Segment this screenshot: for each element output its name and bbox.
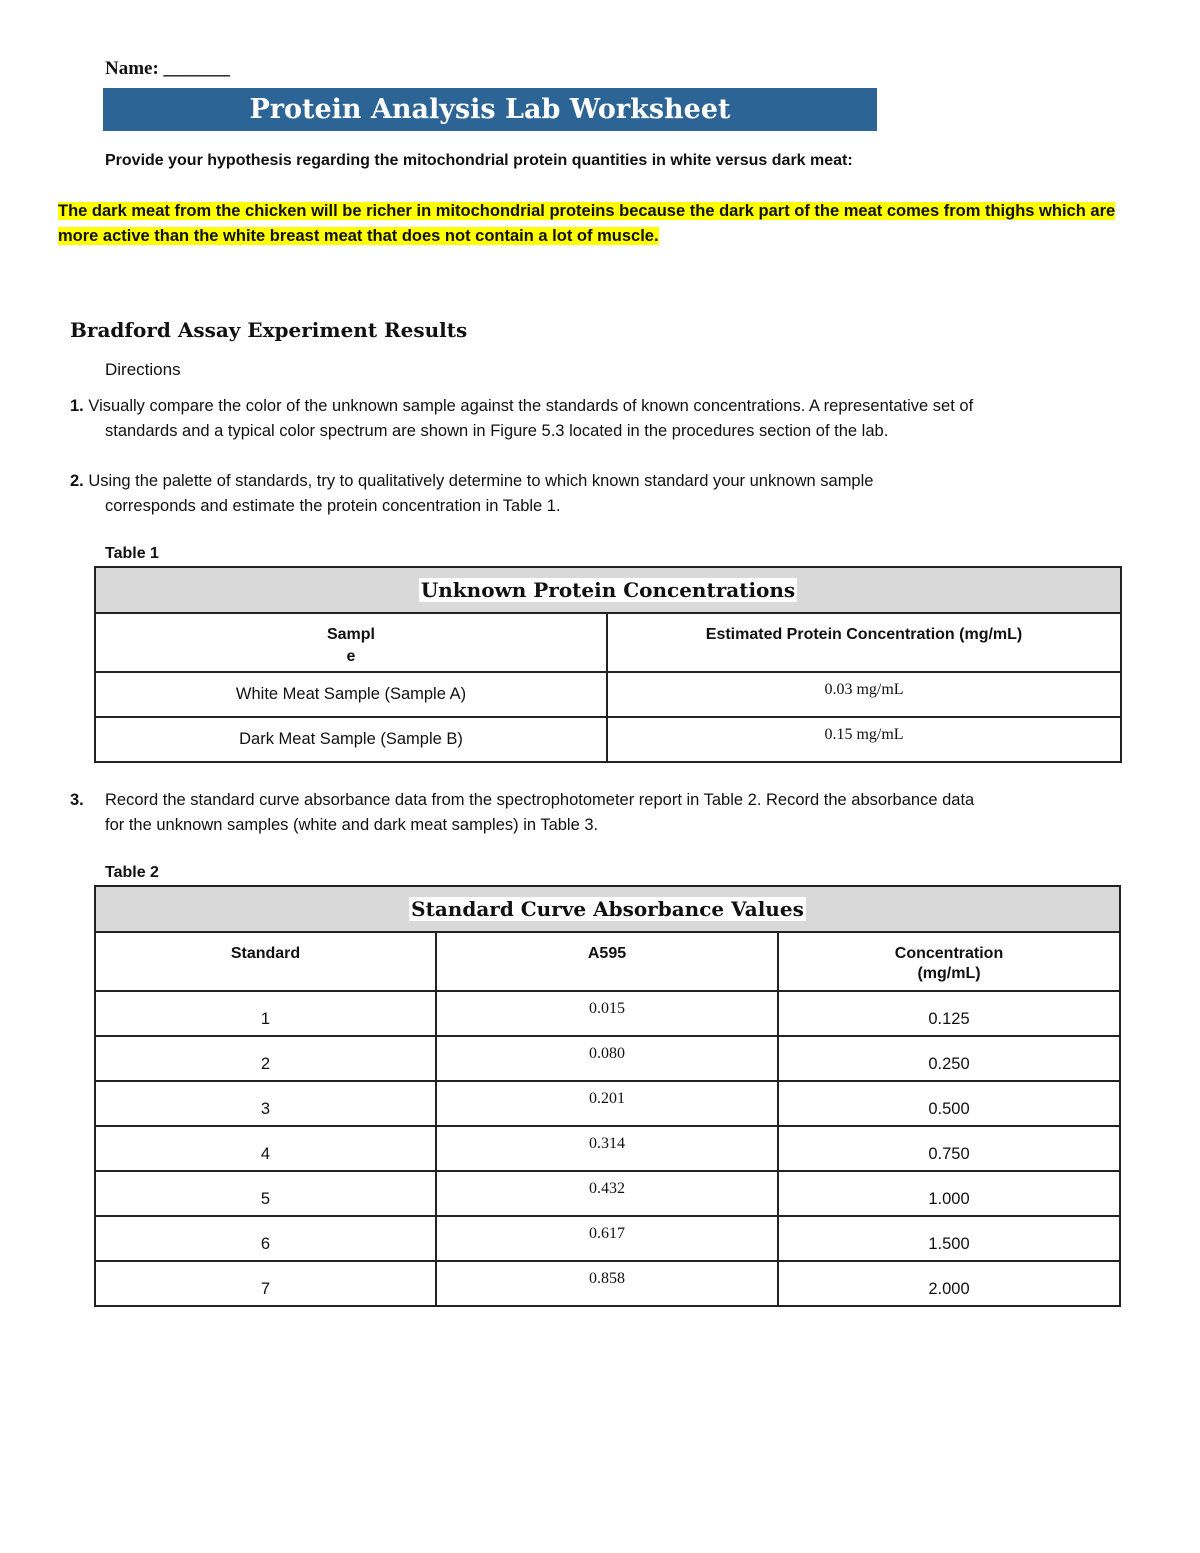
table-row: [95, 1216, 1120, 1261]
concentration-cell: 1.500: [778, 1216, 1120, 1261]
a595-input[interactable]: 0.432: [436, 1171, 778, 1216]
step-1-text: Visually compare the color of the unknown sample against the standards of known concentrations. A representative set of: [88, 397, 974, 415]
table-2-title: Standard Curve Absorbance Values: [95, 886, 1120, 932]
step-1-number: 1.: [70, 397, 84, 415]
table-row: [95, 672, 1121, 717]
worksheet-title-banner: Protein Analysis Lab Worksheet: [103, 88, 877, 131]
table-unknown-protein-concentrations: [94, 566, 1122, 763]
concentration-cell: 2.000: [778, 1261, 1120, 1306]
table-2-header-concentration: Concentration (mg/mL): [778, 932, 1120, 991]
a595-input[interactable]: 0.314: [436, 1126, 778, 1171]
section-title: Bradford Assay Experiment Results: [70, 318, 468, 342]
standard-cell: 6: [95, 1216, 436, 1261]
table-row: [95, 1081, 1120, 1126]
table-row: [95, 717, 1121, 762]
standard-cell: 1: [95, 991, 436, 1036]
a595-input[interactable]: 0.617: [436, 1216, 778, 1261]
hypothesis-answer-text: The dark meat from the chicken will be richer in mitochondrial proteins because the dark part of the meat comes from thighs which are more active than the white breast meat that does not contain a lot of muscle.: [58, 202, 1116, 245]
table-row: [95, 1171, 1120, 1216]
table-row: [95, 991, 1120, 1036]
table-1-header-sample: Sampl e: [95, 613, 607, 672]
concentration-cell: 1.000: [778, 1171, 1120, 1216]
step-3-number: 3.: [70, 791, 84, 809]
a595-input[interactable]: 0.858: [436, 1261, 778, 1306]
sample-cell: White Meat Sample (Sample A): [95, 672, 607, 717]
table-1-header-concentration: Estimated Protein Concentration (mg/mL): [607, 613, 1121, 672]
concentration-cell: 0.750: [778, 1126, 1120, 1171]
concentration-cell: 0.500: [778, 1081, 1120, 1126]
step-1-continuation: standards and a typical color spectrum are shown in Figure 5.3 located in the procedures section of the lab.: [105, 422, 889, 440]
concentration-input[interactable]: 0.03 mg/mL: [607, 672, 1121, 717]
step-2-number: 2.: [70, 472, 84, 490]
direction-step-2: [70, 469, 1140, 519]
table-2-header-standard: Standard: [95, 932, 436, 991]
standard-cell: 2: [95, 1036, 436, 1081]
a595-input[interactable]: 0.015: [436, 991, 778, 1036]
concentration-cell: 0.125: [778, 991, 1120, 1036]
standard-cell: 4: [95, 1126, 436, 1171]
step-3-continuation: for the unknown samples (white and dark meat samples) in Table 3.: [105, 816, 599, 834]
a595-input[interactable]: 0.201: [436, 1081, 778, 1126]
standard-cell: 3: [95, 1081, 436, 1126]
hypothesis-prompt: Provide your hypothesis regarding the mitochondrial protein quantities in white versus dark meat:: [105, 152, 853, 169]
table-row: [95, 1036, 1120, 1081]
standard-cell: 7: [95, 1261, 436, 1306]
step-3-text: Record the standard curve absorbance data from the spectrophotometer report in Table 2. Record the absorbance data: [105, 791, 975, 809]
name-field-label: Name: _______: [105, 58, 231, 79]
table-row: [95, 1261, 1120, 1306]
table-2-label: Table 2: [105, 864, 159, 881]
table-row: [95, 1126, 1120, 1171]
table-1-title: Unknown Protein Concentrations: [95, 567, 1121, 613]
concentration-cell: 0.250: [778, 1036, 1120, 1081]
concentration-input[interactable]: 0.15 mg/mL: [607, 717, 1121, 762]
hypothesis-answer: [58, 199, 1148, 249]
direction-step-1: [70, 394, 1140, 444]
step-2-continuation: corresponds and estimate the protein concentration in Table 1.: [105, 497, 561, 515]
table-2-header-a595: A595: [436, 932, 778, 991]
sample-cell: Dark Meat Sample (Sample B): [95, 717, 607, 762]
directions-label: Directions: [105, 360, 181, 379]
standard-cell: 5: [95, 1171, 436, 1216]
a595-input[interactable]: 0.080: [436, 1036, 778, 1081]
table-1-label: Table 1: [105, 545, 159, 562]
step-2-text: Using the palette of standards, try to qualitatively determine to which known standard your unknown sample: [88, 472, 874, 490]
table-standard-curve-absorbance: [94, 885, 1121, 1307]
direction-step-3: [70, 788, 1140, 838]
